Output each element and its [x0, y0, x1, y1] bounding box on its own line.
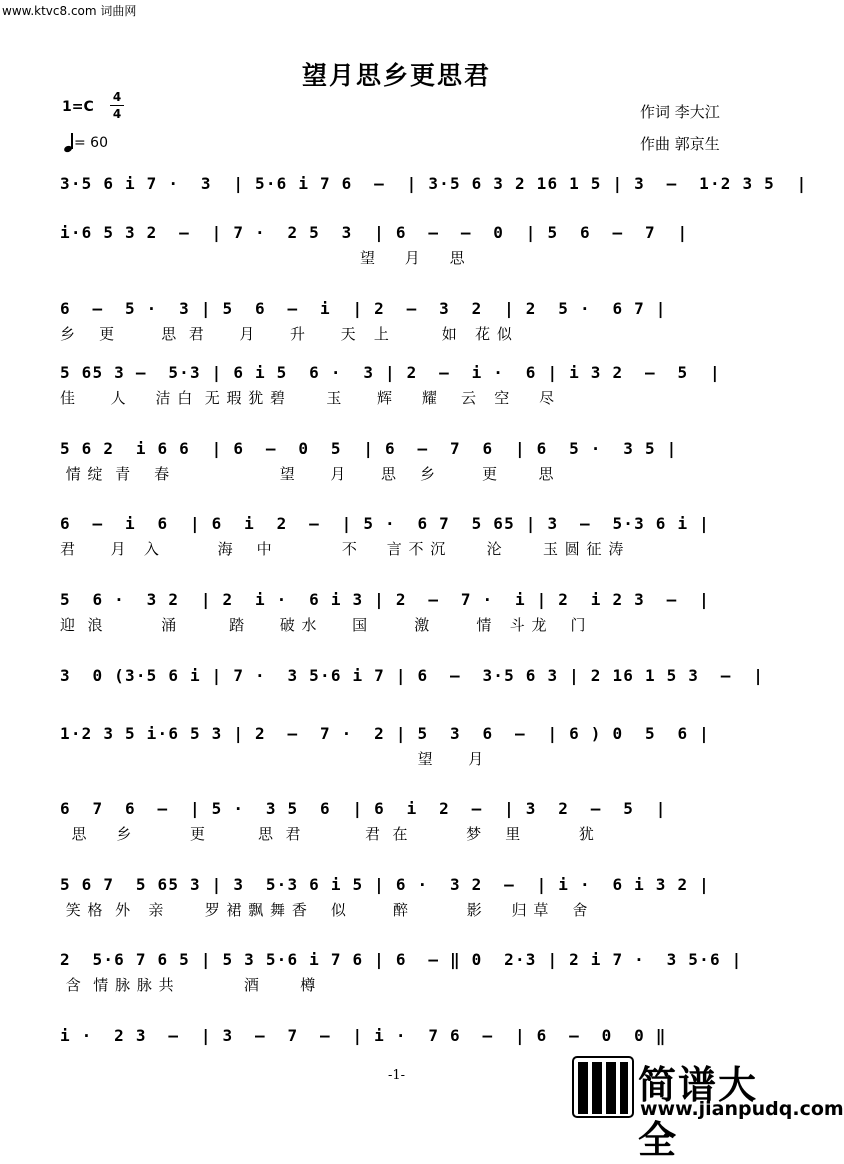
meter-bottom: 4	[112, 107, 122, 121]
notation-line: 2 5·6 7 6 5 | 5 3 5·6 i 7 6 | 6 – ‖ 0 2·3 | 2 i 7 · 3 5·6 |	[60, 950, 743, 969]
notation-line: 5 6 · 3 2 | 2 i · 6 i 3 | 2 – 7 · i | 2 i 2 3 – |	[60, 590, 710, 609]
notation-line: 6 – i 6 | 6 i 2 – | 5 · 6 7 5 65 | 3 – 5·3 6 i |	[60, 514, 710, 533]
notation-line: i·6 5 3 2 – | 7 · 2 5 3 | 6 – – 0 | 5 6 – 7 |	[60, 223, 689, 242]
lyric-line: 思 乡 更 思 君 君 在 梦 里 犹	[60, 825, 595, 843]
quarter-note-icon	[64, 132, 74, 152]
notation-line: 3·5 6 i 7 · 3 | 5·6 i 7 6 – | 3·5 6 3 2 16 1 5 | 3 – 1·2 3 5 |	[60, 174, 808, 193]
composer-credit: 作曲 郭京生	[640, 135, 720, 153]
lyric-line: 君 月 入 海 中 不 言 不 沉 沦 玉 圆 征 涛	[60, 540, 625, 558]
key-signature: 1=C	[62, 99, 94, 115]
meter-divider	[110, 105, 124, 106]
lyric-line: 乡 更 思 君 月 升 天 上 如 花 似	[60, 325, 513, 343]
meter-top: 4	[112, 90, 122, 104]
logo-wordmark: 简谱大全	[638, 1063, 759, 1162]
tempo-value: = 60	[74, 135, 108, 151]
notation-line: 5 6 2 i 6 6 | 6 – 0 5 | 6 – 7 6 | 6 5 · 3 5 |	[60, 439, 678, 458]
lyric-line: 情 绽 青 春 望 月 思 乡 更 思	[60, 465, 555, 483]
lyric-line: 望 月 思	[60, 249, 466, 267]
lyric-line: 含 情 脉 脉 共 酒 樽	[60, 976, 317, 994]
piano-keys-icon	[572, 1056, 634, 1118]
site-watermark: www.ktvc8.com 词曲网	[2, 4, 137, 18]
song-title: 望月思乡更思君	[301, 61, 491, 90]
notation-line: 6 – 5 · 3 | 5 6 – i | 2 – 3 2 | 2 5 · 6 7 |	[60, 299, 667, 318]
lyric-line: 迎 浪 涌 踏 破 水 国 激 情 斗 龙 门	[60, 616, 587, 634]
notation-line: 5 65 3 – 5·3 | 6 i 5 6 · 3 | 2 – i · 6 | i 3 2 – 5 |	[60, 363, 721, 382]
lyric-line: 佳 人 洁 白 无 瑕 犹 碧 玉 辉 耀 云 空 尽	[60, 389, 556, 407]
lyric-line: 望 月	[60, 750, 485, 768]
time-signature	[110, 90, 124, 121]
lyricist-credit: 作词 李大江	[640, 103, 720, 121]
logo-url: www.jianpudq.com	[640, 1098, 844, 1120]
notation-line: 1·2 3 5 i·6 5 3 | 2 – 7 · 2 | 5 3 6 – | 6 ) 0 5 6 |	[60, 724, 710, 743]
notation-line: 6 7 6 – | 5 · 3 5 6 | 6 i 2 – | 3 2 – 5 |	[60, 799, 667, 818]
lyric-line: 笑 格 外 亲 罗 裙 飘 舞 香 似 醉 影 归 草 舍	[60, 901, 589, 919]
notation-line: i · 2 3 – | 3 – 7 – | i · 7 6 – | 6 – 0 0 ‖	[60, 1026, 667, 1045]
page-number: -1-	[387, 1068, 406, 1083]
notation-line: 5 6 7 5 65 3 | 3 5·3 6 i 5 | 6 · 3 2 – | i · 6 i 3 2 |	[60, 875, 710, 894]
notation-line: 3 0 (3·5 6 i | 7 · 3 5·6 i 7 | 6 – 3·5 6 3 | 2 16 1 5 3 – |	[60, 666, 765, 685]
site-logo	[572, 1054, 844, 1162]
tempo-marking	[64, 132, 108, 152]
